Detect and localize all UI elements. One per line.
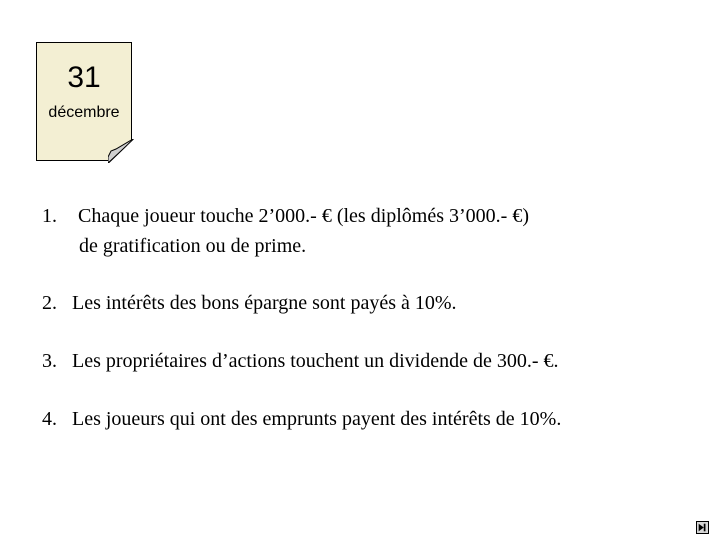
list-item-continuation bbox=[42, 231, 306, 261]
item-text: Chaque joueur touche 2’000.- € (les diplômés 3’000.- €) bbox=[78, 205, 530, 227]
next-slide-icon bbox=[697, 522, 708, 533]
list-item bbox=[42, 201, 529, 231]
item-number: 3. bbox=[42, 350, 57, 372]
list-item bbox=[42, 346, 559, 376]
next-slide-button[interactable] bbox=[696, 521, 709, 534]
item-text: de gratification ou de prime. bbox=[79, 235, 307, 257]
calendar-day: 31 bbox=[67, 61, 101, 94]
calendar-month: décembre bbox=[48, 104, 120, 121]
item-text: Les propriétaires d’actions touchent un dividende de 300.- €. bbox=[72, 350, 559, 372]
item-number: 2. bbox=[42, 292, 57, 314]
item-text: Les joueurs qui ont des emprunts payent des intérêts de 10%. bbox=[72, 408, 562, 430]
calendar-card bbox=[36, 42, 132, 161]
list-item bbox=[42, 404, 561, 434]
page-curl-icon bbox=[108, 139, 134, 163]
item-number: 1. bbox=[42, 205, 57, 227]
item-number: 4. bbox=[42, 408, 57, 430]
list-item bbox=[42, 288, 457, 318]
item-text: Les intérêts des bons épargne sont payés à 10%. bbox=[72, 292, 457, 314]
